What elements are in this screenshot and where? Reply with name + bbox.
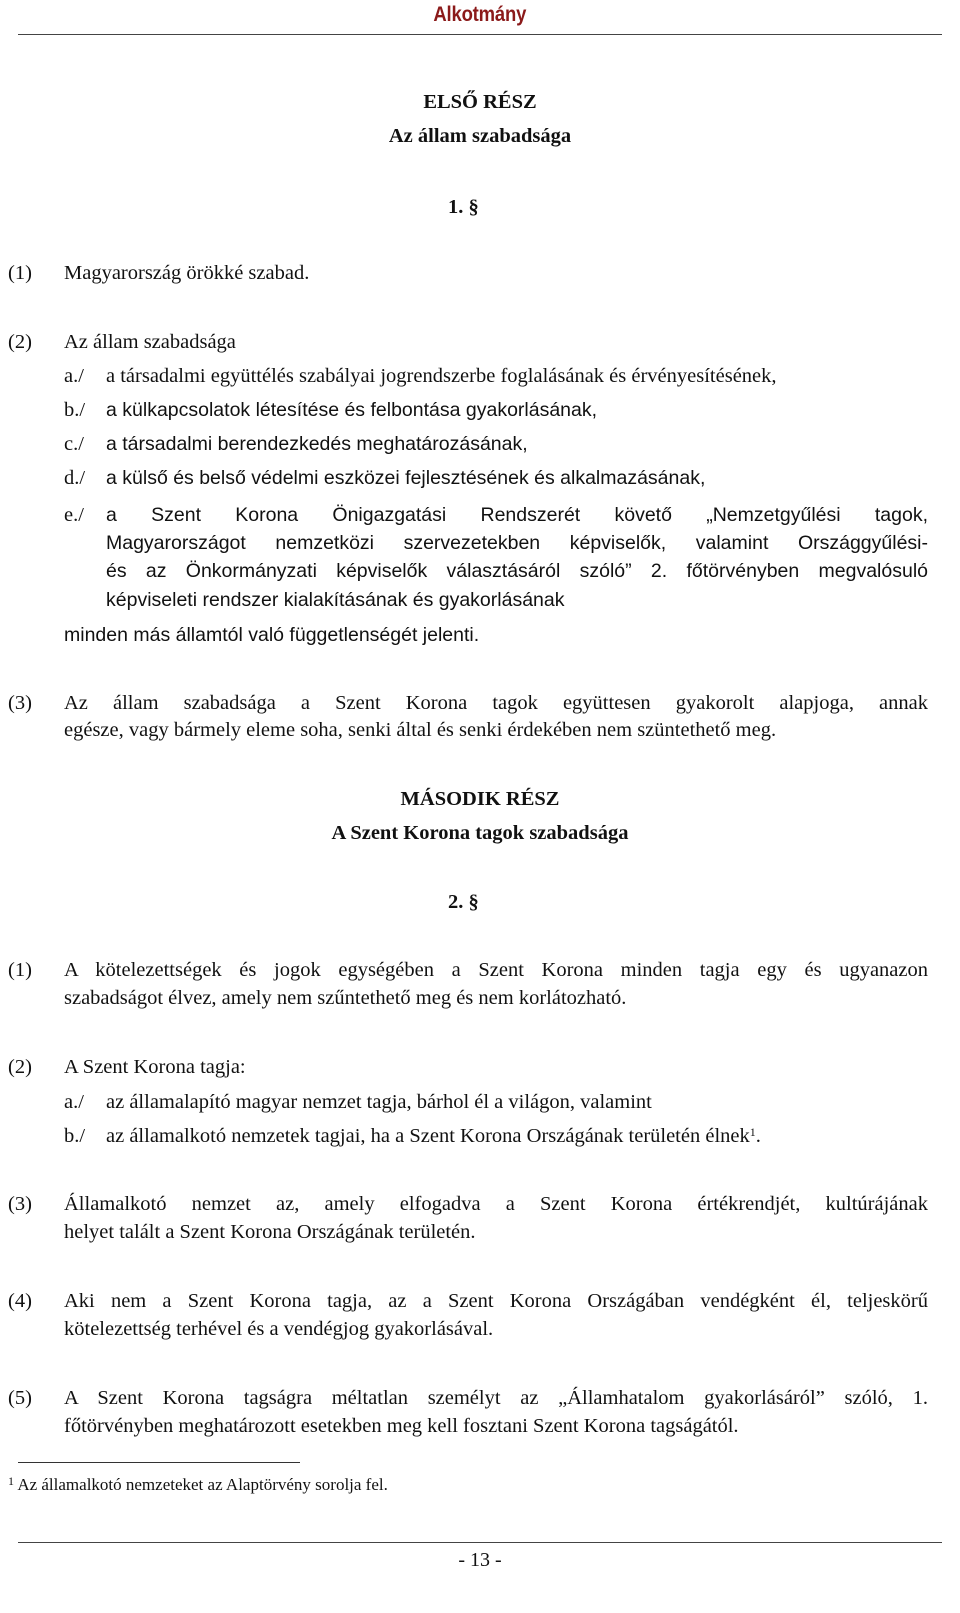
section-sign: §: [468, 196, 479, 218]
section-number-text: 1.: [448, 196, 464, 218]
part1-heading: ELSŐ RÉSZ: [423, 91, 537, 113]
paragraph-line: kötelezettség terhével és a vendégjog gyakorlásával.: [64, 1318, 494, 1340]
paragraph-intro: A Szent Korona tagja:: [64, 1056, 246, 1078]
paragraph-line: A kötelezettségek és jogok egységében a Szent Korona minden tagja egy és ugyanazon: [64, 959, 928, 981]
footnote-text: Az államalkotó nemzeteket az Alaptörvény sorolja fel.: [17, 1475, 388, 1494]
list-text: a külkapcsolatok létesítése és felbontása gyakorlásának,: [106, 399, 598, 421]
list-text-line: képviseleti rendszer kialakításának és gyakorlásának: [106, 589, 565, 611]
list-text: az államalapító magyar nemzet tagja, bárhol él a világon, valamint: [106, 1091, 652, 1113]
footnote: [8, 1474, 388, 1496]
paragraph-number: (5): [8, 1387, 32, 1409]
paragraph-number: (2): [8, 331, 32, 353]
list-text-line: a Szent Korona Önigazgatási Rendszerét követő „Nemzetgyűlési tagok,: [106, 504, 928, 526]
footnote-reference[interactable]: 1: [749, 1125, 756, 1139]
paragraph-closing: minden más államtól való függetlenségét jelenti.: [64, 624, 480, 646]
part1-section-number: [448, 194, 479, 221]
document-title: Alkotmány: [433, 3, 527, 26]
paragraph-line: helyet talált a Szent Korona Országának területén.: [64, 1221, 476, 1243]
section-number-text: 2.: [448, 891, 464, 913]
list-letter: e./: [64, 504, 84, 526]
paragraph-line: Az állam szabadsága a Szent Korona tagok együttesen gyakorolt alapjoga, annak: [64, 692, 928, 714]
list-text-line: Magyarországot nemzetközi szervezetekben képviselők, valamint Országgyűlési-: [106, 532, 928, 554]
paragraph-line: főtörvényben meghatározott esetekben meg kell fosztani Szent Korona tagságától.: [64, 1415, 739, 1437]
footnote-divider: [18, 1462, 300, 1463]
page-number: - 13 -: [458, 1549, 502, 1571]
part2-title: A Szent Korona tagok szabadsága: [331, 822, 629, 844]
list-text-body: az államalkotó nemzetek tagjai, ha a Szent Korona Országának területén élnek: [106, 1125, 750, 1147]
list-text-tail: .: [755, 1125, 761, 1147]
paragraph-intro: Az állam szabadsága: [64, 331, 236, 353]
paragraph-number: (1): [8, 262, 32, 284]
paragraph-text: Magyarország örökké szabad.: [64, 262, 310, 284]
paragraph-line: egésze, vagy bármely eleme soha, senki által és senki érdekében nem szüntethető meg.: [64, 719, 777, 741]
list-letter: a./: [64, 1091, 84, 1113]
paragraph-number: (3): [8, 1193, 32, 1215]
list-text: a társadalmi együttélés szabályai jogrendszerbe foglalásának és érvényesítésének,: [106, 365, 777, 387]
list-letter: c./: [64, 433, 84, 455]
paragraph-number: (2): [8, 1056, 32, 1078]
footnote-number: 1: [8, 1474, 14, 1488]
paragraph-line: szabadságot élvez, amely nem szűntethető meg és nem korlátozható.: [64, 987, 627, 1009]
header-divider: [18, 34, 942, 35]
list-text: a külső és belső védelmi eszközei fejlesztésének és alkalmazásának,: [106, 467, 706, 489]
section-sign: §: [468, 891, 479, 913]
list-letter: b./: [64, 1125, 86, 1147]
list-letter: a./: [64, 365, 84, 387]
part2-section-number: [448, 889, 479, 916]
paragraph-line: Államalkotó nemzet az, amely elfogadva a Szent Korona értékrendjét, kultúrájának: [64, 1193, 928, 1215]
part1-title: Az állam szabadsága: [388, 125, 572, 147]
list-letter: b./: [64, 399, 86, 421]
list-letter: d./: [64, 467, 86, 489]
paragraph-number: (1): [8, 959, 32, 981]
part2-heading: MÁSODIK RÉSZ: [400, 788, 560, 810]
list-text-line: és az Önkormányzati képviselők választásáról szóló” 2. főtörvényben megvalósuló: [106, 560, 928, 582]
footer-divider: [18, 1542, 942, 1543]
list-text: a társadalmi berendezkedés meghatározásának,: [106, 433, 528, 455]
list-text: [106, 1123, 761, 1150]
paragraph-number: (3): [8, 692, 32, 714]
paragraph-line: Aki nem a Szent Korona tagja, az a Szent Korona Országában vendégként él, teljeskörű: [64, 1290, 928, 1312]
paragraph-line: A Szent Korona tagságra méltatlan személyt az „Államhatalom gyakorlásáról” szóló, 1.: [64, 1387, 928, 1409]
paragraph-number: (4): [8, 1290, 32, 1312]
page-header: [0, 0, 960, 34]
